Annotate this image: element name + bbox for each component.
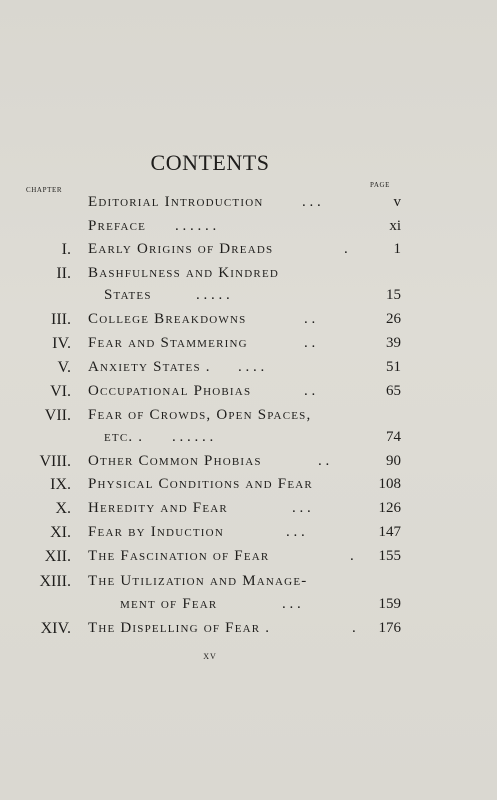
page-title: CONTENTS — [150, 150, 270, 175]
chapter-number: I. — [61, 241, 71, 258]
chapter-number: XI. — [50, 524, 71, 541]
entry-leader: . . . — [282, 596, 301, 612]
toc-entry — [0, 548, 497, 568]
chapter-number: XIII. — [39, 573, 71, 590]
entry-leader: . . . — [292, 500, 311, 516]
entry-leader: . . . . . . — [172, 429, 214, 445]
chapter-number: III. — [51, 311, 71, 328]
entry-title: College Breakdowns — [88, 311, 247, 327]
entry-page: 108 — [378, 476, 401, 492]
chapter-number: IV. — [52, 335, 71, 352]
entry-title: The Fascination of Fear — [88, 548, 270, 564]
chapter-column-label: CHAPTER — [26, 186, 63, 194]
entry-page: 155 — [378, 548, 401, 564]
entry-page: 51 — [386, 359, 401, 375]
toc-entry-continuation — [0, 287, 497, 307]
entry-page: 176 — [378, 620, 401, 636]
entry-title: Anxiety States . — [88, 359, 211, 375]
entry-page: 147 — [378, 524, 401, 540]
chapter-number: XII. — [44, 548, 71, 565]
toc-entry — [0, 359, 497, 379]
entry-leader: . — [352, 620, 356, 636]
entry-title-continuation: etc. . — [104, 429, 144, 445]
entry-page: 39 — [386, 335, 401, 351]
toc-entry — [0, 524, 497, 544]
entry-title: Fear and Stammering — [88, 335, 248, 351]
toc-entry — [0, 218, 497, 238]
entry-leader: . — [350, 548, 354, 564]
toc-entry — [0, 407, 497, 427]
chapter-number: XIV. — [40, 620, 71, 637]
page-column-label: PAGE — [370, 181, 391, 189]
entry-leader: . . — [304, 335, 316, 351]
chapter-number: IX. — [50, 476, 71, 493]
entry-page: 90 — [386, 453, 401, 469]
entry-leader: . — [344, 241, 348, 257]
toc-entry — [0, 573, 497, 593]
chapter-number: V. — [57, 359, 71, 376]
toc-entry-continuation — [0, 596, 497, 616]
entry-title: Early Origins of Dreads — [88, 241, 274, 257]
entry-leader: . . . . . — [196, 287, 230, 303]
entry-leader: . . . — [286, 524, 305, 540]
entry-title: Preface — [88, 218, 147, 234]
entry-title: Occupational Phobias — [88, 383, 252, 399]
toc-entry-continuation — [0, 429, 497, 449]
entry-page: xi — [389, 218, 401, 234]
entry-title: Physical Conditions and Fear — [88, 476, 313, 492]
entry-leader: . . . . . . — [175, 218, 217, 234]
entry-page: 15 — [386, 287, 401, 303]
entry-page: 1 — [393, 241, 401, 257]
entry-title: Editorial Introduction — [88, 194, 264, 210]
chapter-number: VI. — [50, 383, 71, 400]
entry-title: Fear by Induction — [88, 524, 224, 540]
entry-title: Fear of Crowds, Open Spaces, — [88, 407, 312, 423]
entry-page: 159 — [378, 596, 401, 612]
toc-entry — [0, 335, 497, 355]
entry-leader: . . — [304, 383, 316, 399]
entry-title-continuation: ment of Fear — [120, 596, 218, 612]
page-number-footer: xv — [203, 648, 217, 662]
toc-entry — [0, 476, 497, 496]
toc-entry — [0, 620, 497, 640]
entry-title: The Dispelling of Fear . — [88, 620, 271, 636]
entry-page: 65 — [386, 383, 401, 399]
entry-title: Bashfulness and Kindred — [88, 265, 280, 281]
entry-title: Heredity and Fear — [88, 500, 228, 516]
chapter-number: X. — [55, 500, 71, 517]
entry-leader: . . — [318, 453, 330, 469]
toc-entry — [0, 500, 497, 520]
entry-leader: . . . — [302, 194, 321, 210]
toc-entry — [0, 265, 497, 285]
entry-leader: . . . . — [238, 359, 265, 375]
chapter-number: II. — [56, 265, 71, 282]
entry-title: Other Common Phobias — [88, 453, 262, 469]
chapter-number: VII. — [44, 407, 71, 424]
entry-title: The Utilization and Manage- — [88, 573, 308, 589]
toc-entry — [0, 453, 497, 473]
entry-leader: . . — [304, 311, 316, 327]
entry-page: 74 — [386, 429, 401, 445]
toc-entry — [0, 383, 497, 403]
entry-page: 126 — [378, 500, 401, 516]
toc-entry — [0, 194, 497, 214]
entry-page: 26 — [386, 311, 401, 327]
chapter-number: VIII. — [39, 453, 71, 470]
toc-entry — [0, 311, 497, 331]
toc-entry — [0, 241, 497, 261]
entry-page: v — [393, 194, 401, 210]
entry-title-continuation: States — [104, 287, 152, 303]
